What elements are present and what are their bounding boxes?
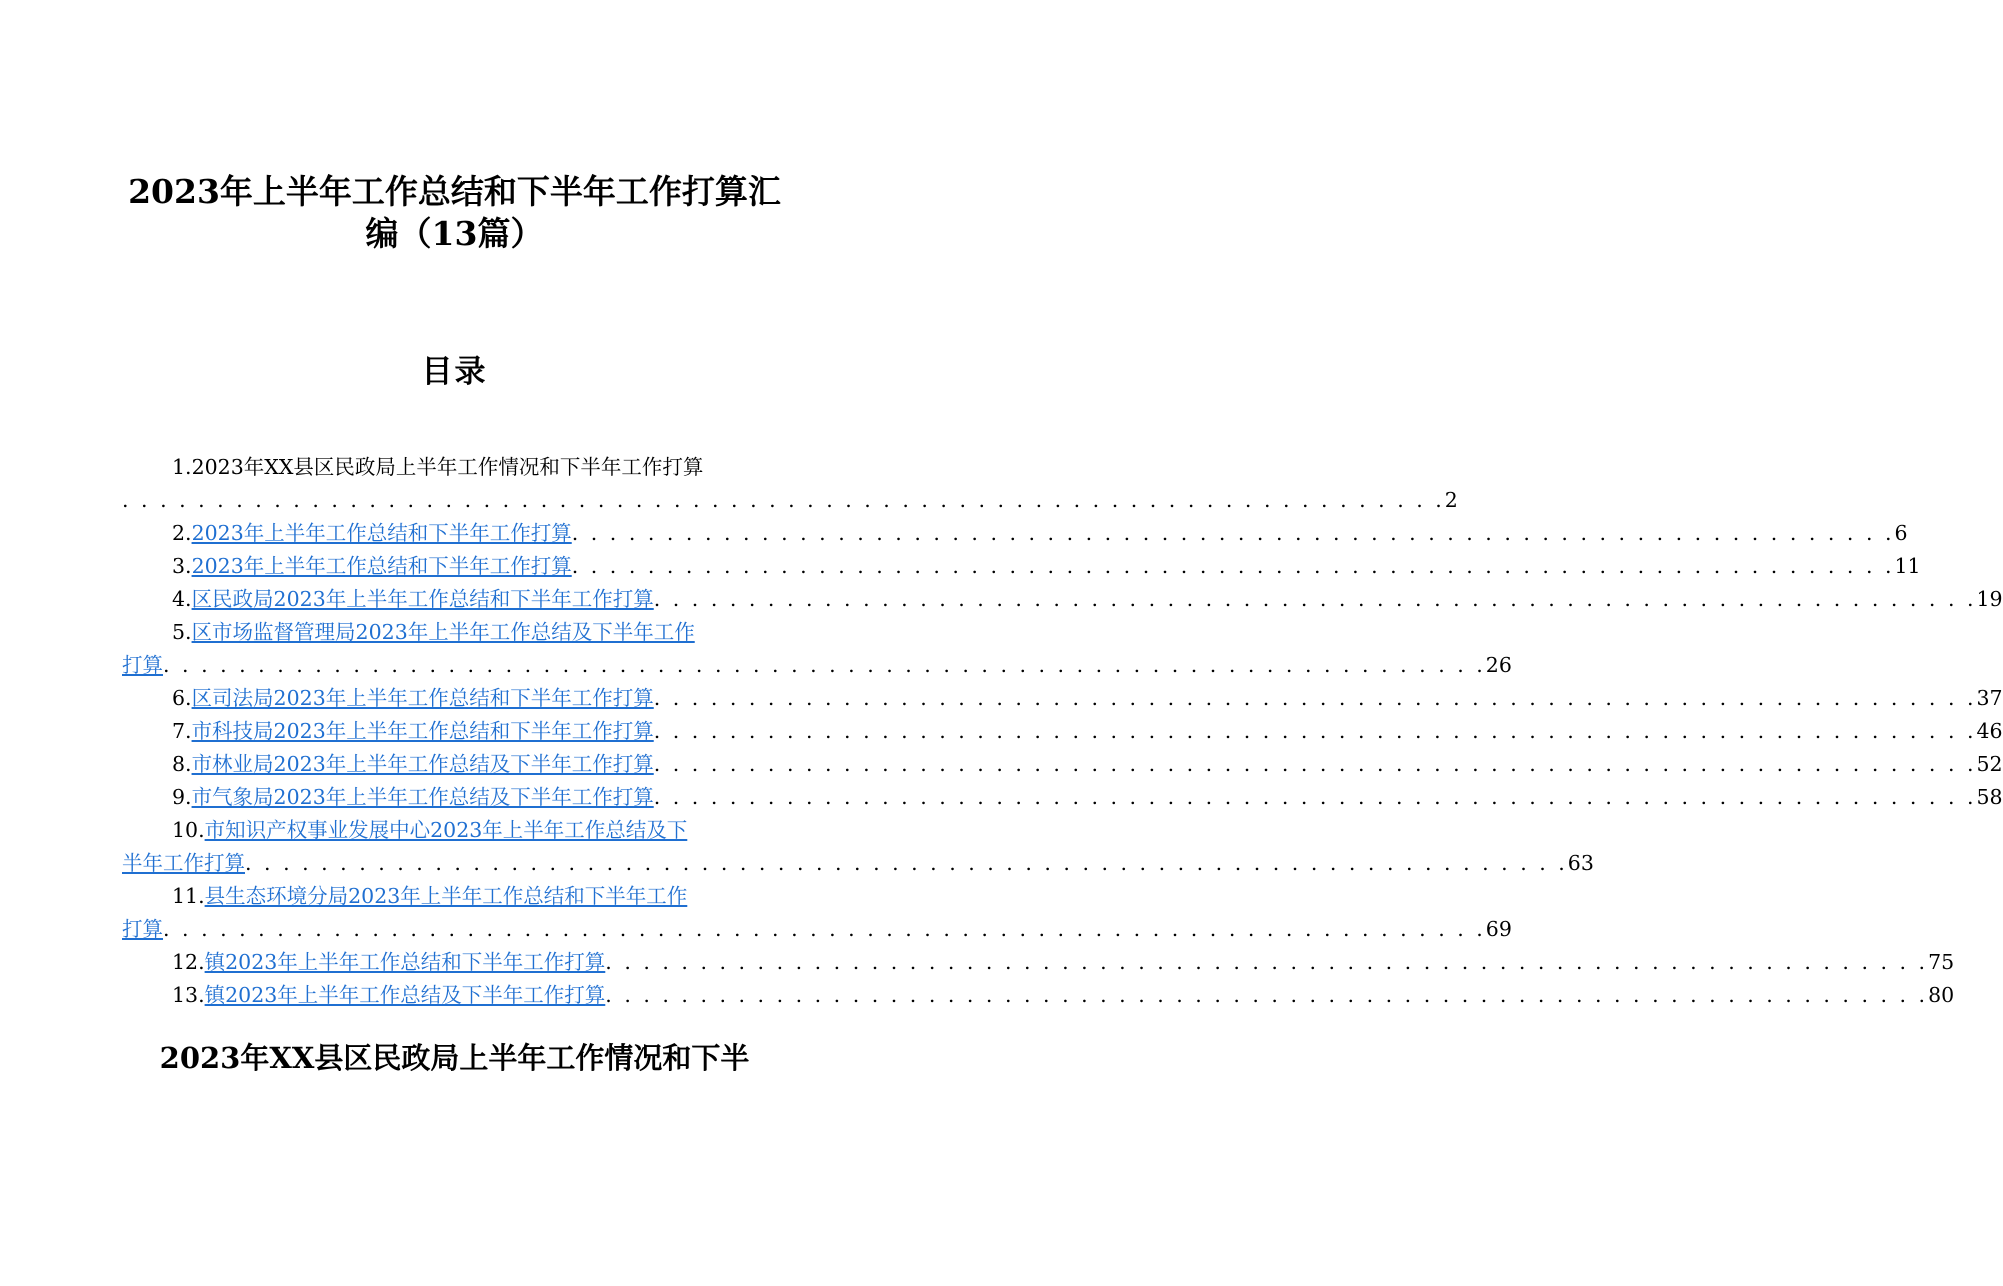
toc-entry-number: 6.: [172, 686, 192, 710]
toc-entry-page: 19: [1976, 587, 2003, 611]
toc-heading: 目录: [421, 354, 488, 390]
toc-entry-title: 2023年XX县区民政局上半年工作情况和下半年工作打算: [191, 455, 704, 479]
toc-entry-page: 6: [1894, 521, 1908, 545]
toc-entry-page: 37: [1976, 686, 2003, 710]
toc-entry-2[interactable]: [122, 517, 1908, 550]
toc-entry-title: 2023年上半年工作总结和下半年工作打算: [191, 554, 572, 578]
toc-entry-title: 2023年上半年工作总结和下半年工作打算: [191, 521, 572, 545]
toc-entry-page: 11: [1894, 554, 1921, 578]
toc-entry-page: 63: [1567, 851, 1594, 875]
toc-entry-page: 2: [1444, 488, 1458, 512]
toc-entry-number: 7.: [172, 719, 192, 743]
toc-leader-dots: [572, 517, 1895, 550]
toc-entry-number: 2.: [172, 521, 192, 545]
toc-leader-dots: [654, 748, 1977, 781]
toc-entry-7[interactable]: [122, 715, 2003, 748]
toc-entry-6[interactable]: [122, 682, 2003, 715]
toc-entry-page: 58: [1976, 785, 2003, 809]
toc-entry-title-continued: 打算: [122, 653, 163, 677]
toc-entry-11[interactable]: [122, 880, 1512, 946]
toc-leader-dots: [654, 583, 1977, 616]
toc-entry-title: 市知识产权事业发展中心2023年上半年工作总结及下: [204, 818, 688, 842]
toc-leader-dots: [163, 649, 1486, 682]
toc-entry-title: 区民政局2023年上半年工作总结和下半年工作打算: [191, 587, 654, 611]
section-title: 2023年XX县区民政局上半年工作情况和下半: [159, 1041, 750, 1075]
toc-entry-title: 市科技局2023年上半年工作总结和下半年工作打算: [191, 719, 654, 743]
toc-leader-dots: [605, 946, 1928, 979]
toc-entry-title: 区司法局2023年上半年工作总结和下半年工作打算: [191, 686, 654, 710]
toc-leader-dots: [654, 682, 1977, 715]
toc-entry-title: 县生态环境分局2023年上半年工作总结和下半年工作: [204, 884, 688, 908]
toc-leader-dots: [245, 847, 1568, 880]
document-title-line2: 编（13篇）: [365, 214, 544, 253]
toc-entry-number: 12.: [172, 950, 205, 974]
toc-entry-number: 8.: [172, 752, 192, 776]
toc-entry-page: 52: [1976, 752, 2003, 776]
toc-entry-4[interactable]: [122, 583, 2003, 616]
toc-leader-dots: [654, 715, 1977, 748]
toc-entry-5[interactable]: [122, 616, 1512, 682]
toc-entry-page: 75: [1928, 950, 1955, 974]
toc-entry-number: 4.: [172, 587, 192, 611]
toc-entry-page: 80: [1928, 983, 1955, 1007]
toc-leader-dots: [163, 913, 1486, 946]
toc-entry-title: 市林业局2023年上半年工作总结及下半年工作打算: [191, 752, 654, 776]
toc-entry-3[interactable]: [122, 550, 1921, 583]
toc-entry-10[interactable]: [122, 814, 1594, 880]
document-title-line1: 2023年上半年工作总结和下半年工作打算汇: [128, 172, 781, 211]
toc-entry-title: 镇2023年上半年工作总结和下半年工作打算: [204, 950, 606, 974]
table-of-contents: [122, 451, 2003, 1012]
toc-entry-8[interactable]: [122, 748, 2003, 781]
toc-entry-page: 26: [1485, 653, 1512, 677]
toc-leader-dots: [572, 550, 1895, 583]
toc-entry-title-continued: 半年工作打算: [122, 851, 245, 875]
toc-entry-number: 10.: [172, 818, 205, 842]
toc-entry-number: 11.: [172, 884, 205, 908]
toc-leader-dots: [122, 484, 1445, 517]
toc-entry-9[interactable]: [122, 781, 2003, 814]
toc-entry-1[interactable]: [122, 451, 1458, 517]
toc-entry-title-continued: 打算: [122, 917, 163, 941]
toc-entry-12[interactable]: [122, 946, 1955, 979]
toc-entry-number: 13.: [172, 983, 205, 1007]
toc-entry-number: 9.: [172, 785, 192, 809]
toc-entry-13[interactable]: [122, 979, 1955, 1012]
toc-entry-title: 区市场监督管理局2023年上半年工作总结及下半年工作: [191, 620, 695, 644]
toc-entry-page: 69: [1485, 917, 1512, 941]
toc-leader-dots: [605, 979, 1928, 1012]
toc-entry-number: 1.: [172, 455, 192, 479]
toc-entry-number: 5.: [172, 620, 192, 644]
toc-entry-title: 市气象局2023年上半年工作总结及下半年工作打算: [191, 785, 654, 809]
toc-entry-page: 46: [1976, 719, 2003, 743]
toc-entry-number: 3.: [172, 554, 192, 578]
toc-leader-dots: [654, 781, 1977, 814]
toc-entry-title: 镇2023年上半年工作总结及下半年工作打算: [204, 983, 606, 1007]
